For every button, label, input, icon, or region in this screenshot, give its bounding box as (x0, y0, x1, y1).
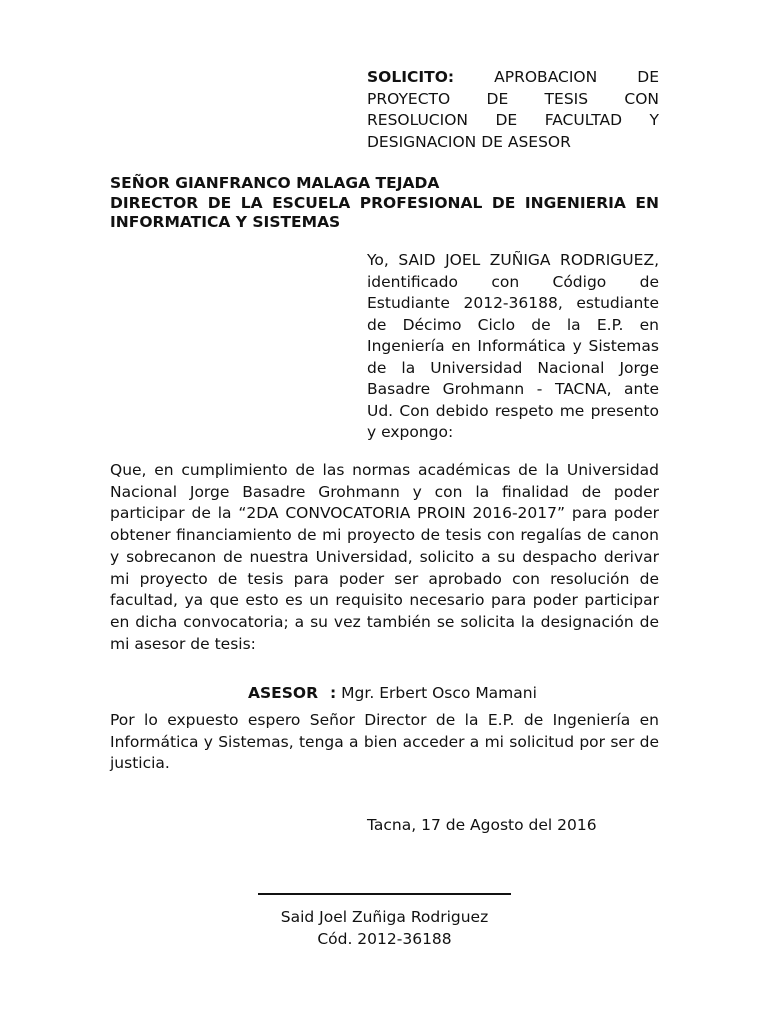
addressee-block (110, 174, 659, 233)
advisor-line (248, 683, 537, 704)
body-paragraph: Que, en cumplimiento de las normas académicas de la Universidad Nacional Jorge Basadre Grohmann y con la finalidad de poder participar de la “2DA CONVOCATORIA PROIN 2016-2017” para poder obtener financiamiento de mi proyecto de tesis con regalías de canon y sobrecanon de nuestra Universidad, solicito a su despacho derivar mi proyecto de tesis para poder ser aprobado con resolución de facultad, ya que esto es un requisito necesario para poder participar en dicha convocatoria; a su vez también se solicita la designación de mi asesor de tesis: (110, 461, 659, 653)
subject-label: SOLICITO: (367, 68, 455, 86)
advisor-label: ASESOR (248, 684, 319, 702)
signature-code: Cód. 2012-36188 (317, 930, 452, 948)
subject-block (367, 67, 659, 153)
closing-paragraph: Por lo expuesto espero Señor Director de la E.P. de Ingeniería en Informática y Sistemas, tenga a bien acceder a mi solicitud por ser de justicia. (110, 711, 659, 772)
advisor-separator: : (330, 684, 337, 702)
date-line: Tacna, 17 de Agosto del 2016 (367, 816, 597, 834)
addressee-position: DIRECTOR DE LA ESCUELA PROFESIONAL DE INGENIERIA EN INFORMATICA Y SISTEMAS (110, 193, 659, 231)
advisor-name: Mgr. Erbert Osco Mamani (341, 684, 537, 702)
signature-line (258, 893, 511, 895)
signature-name: Said Joel Zuñiga Rodriguez (280, 908, 489, 926)
subject-text: APROBACION DE PROYECTO DE TESIS CON RESOLUCION DE FACULTAD Y DESIGNACION DE ASESOR (367, 68, 659, 151)
addressee-name: SEÑOR GIANFRANCO MALAGA TEJADA (110, 174, 440, 192)
intro-paragraph: Yo, SAID JOEL ZUÑIGA RODRIGUEZ, identificado con Código de Estudiante 2012-36188, estudiante de Décimo Ciclo de la E.P. en Ingeniería en Informática y Sistemas de la Universidad Nacional Jorge Basadre Grohmann - TACNA, ante Ud. Con debido respeto me presento y expongo: (367, 251, 659, 441)
